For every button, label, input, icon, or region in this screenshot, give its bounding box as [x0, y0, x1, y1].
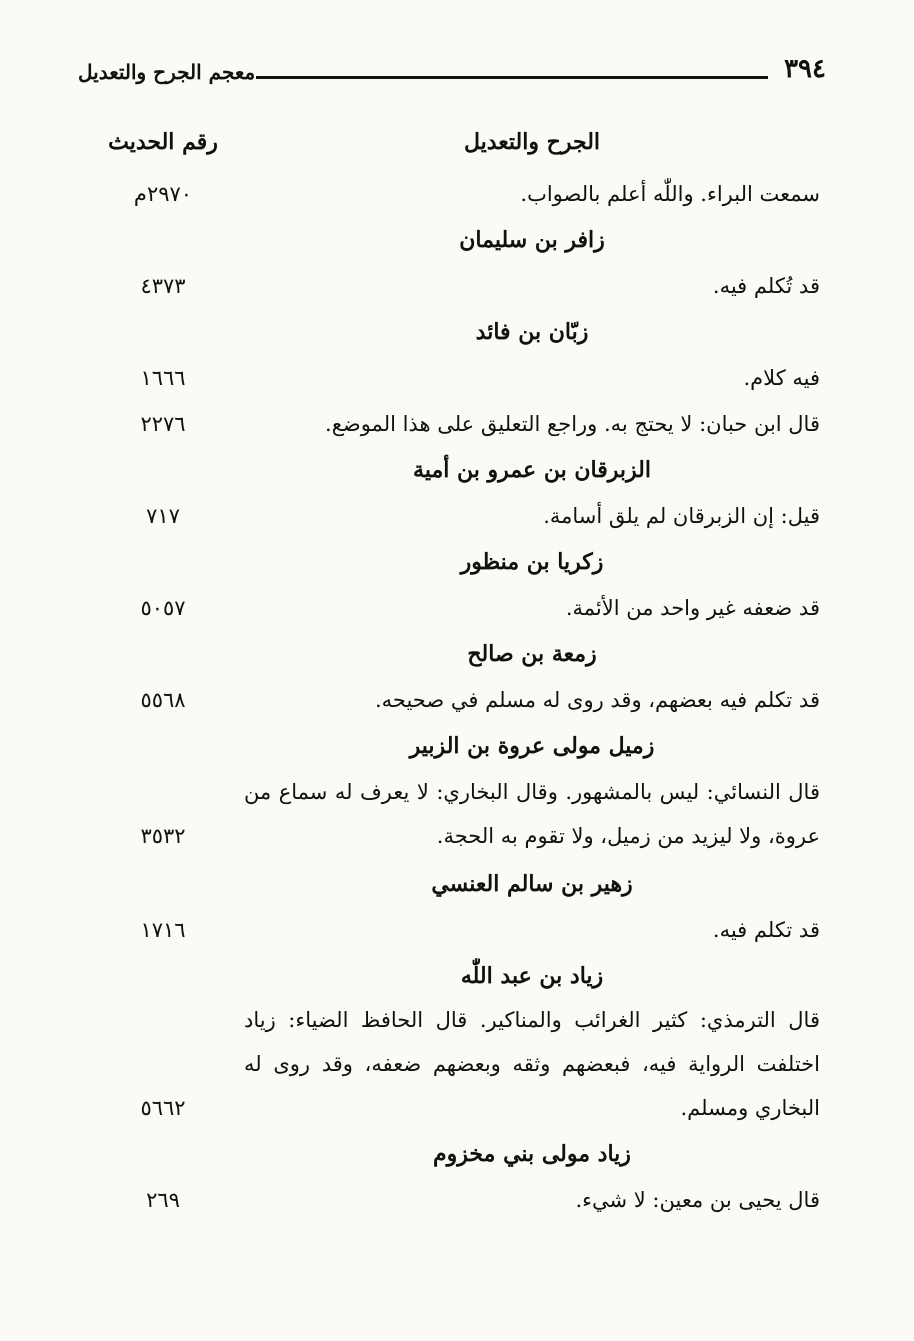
entry-text: قال ابن حبان: لا يحتج به. وراجع التعليق على هذا الموضع.: [325, 412, 820, 436]
running-title: معجم الجرح والتعديل: [78, 60, 256, 84]
entries-table: [0, 120, 914, 1341]
hadith-number: ٤٣٧٣: [140, 274, 186, 298]
page-header: [78, 52, 826, 92]
page-number: ٣٩٤: [784, 54, 826, 84]
narrator-name: زياد بن عبد اللّٰه: [460, 963, 604, 989]
hadith-number: ٢٩٧٠م: [133, 182, 193, 206]
hadith-number: ٥٥٦٨: [140, 688, 186, 712]
entry-text: قال يحيى بن معين: لا شيء.: [575, 1188, 820, 1212]
entry-text: قد ضعفه غير واحد من الأئمة.: [565, 596, 820, 620]
narrator-name: زهير بن سالم العنسي: [431, 871, 633, 897]
hadith-number: ٥٠٥٧: [140, 596, 186, 620]
hadith-number: ٢٦٩: [146, 1188, 180, 1212]
number-column-header: رقم الحديث: [108, 129, 218, 155]
narrator-name: زبّان بن فائد: [475, 319, 589, 345]
hadith-number: ٣٥٣٢: [140, 824, 186, 848]
hadith-number: ٧١٧: [146, 504, 180, 528]
entry-text: قد تُكلم فيه.: [712, 274, 820, 298]
narrator-name: زمعة بن صالح: [467, 641, 597, 667]
entry-text: قال الترمذي: كثير الغرائب والمناكير. قال الحافظ الضياء: زياد اختلفت الرواية فيه، فبعضهم وثقه وبعضهم ضعفه، وقد روى له البخاري ومسلم.: [244, 1008, 820, 1120]
narrator-name: زميل مولى عروة بن الزبير: [409, 733, 655, 759]
entry-text: قال النسائي: ليس بالمشهور. وقال البخاري: لا يعرف له سماع من عروة، ولا ليزيد من زميل، ولا تقوم به الحجة.: [244, 780, 820, 848]
hadith-number: ٥٦٦٢: [140, 1096, 186, 1120]
narrator-name: زافر بن سليمان: [459, 227, 605, 253]
hadith-number: ٢٢٧٦: [140, 412, 186, 436]
entry-text: فيه كلام.: [743, 366, 820, 390]
narrator-name: زكريا بن منظور: [460, 549, 604, 575]
entry-text: قد تكلم فيه.: [712, 918, 820, 942]
hadith-number: ١٧١٦: [140, 918, 186, 942]
entry-text: قيل: إن الزبرقان لم يلق أسامة.: [543, 504, 820, 528]
narrator-name: الزبرقان بن عمرو بن أمية: [413, 457, 651, 483]
header-rule: [256, 76, 768, 79]
narrator-name: زياد مولى بني مخزوم: [433, 1141, 631, 1167]
text-column-header: الجرح والتعديل: [463, 129, 601, 155]
hadith-number: ١٦٦٦: [140, 366, 186, 390]
entry-text: سمعت البراء. واللّٰه أعلم بالصواب.: [520, 182, 820, 206]
entry-text: قد تكلم فيه بعضهم، وقد روى له مسلم في صحيحه.: [374, 688, 820, 712]
